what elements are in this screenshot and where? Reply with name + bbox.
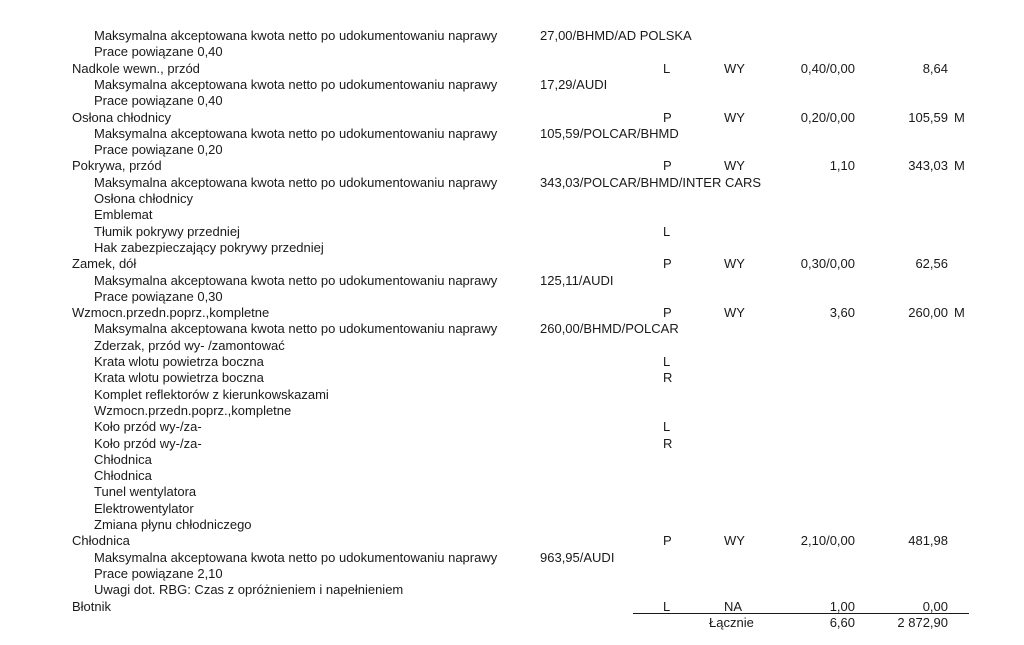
detail-row: [0, 452, 1024, 468]
part-name: Nadkole wewn., przód: [72, 60, 200, 76]
detail-row: [0, 582, 1024, 598]
side-code: P: [663, 256, 672, 272]
side-code: P: [663, 533, 672, 549]
detail-row: [0, 44, 1024, 60]
detail-row: [0, 387, 1024, 403]
side-code: P: [663, 158, 672, 174]
detail-text: Krata wlotu powietrza boczna: [94, 370, 264, 386]
detail-text: Chłodnica: [94, 451, 152, 467]
part-row: [0, 256, 1024, 272]
detail-text: Maksymalna akceptowana kwota netto po udokumentowaniu naprawy: [94, 321, 498, 337]
detail-row: [0, 517, 1024, 533]
max-amount-value: 27,00/BHMD/AD POLSKA: [540, 28, 692, 43]
amount: 8,64: [922, 60, 948, 76]
detail-row: [0, 468, 1024, 484]
total-time: 6,60: [829, 615, 855, 630]
detail-text: Maksymalna akceptowana kwota netto po udokumentowaniu naprawy: [94, 28, 498, 43]
detail-text: Maksymalna akceptowana kwota netto po udokumentowaniu naprawy: [94, 272, 498, 288]
labor-time: 2,10/0,00: [800, 533, 855, 549]
max-amount-value: 260,00/BHMD/POLCAR: [540, 321, 679, 337]
detail-text: Maksymalna akceptowana kwota netto po udokumentowaniu naprawy: [94, 549, 498, 565]
detail-text: Maksymalna akceptowana kwota netto po udokumentowaniu naprawy: [94, 174, 498, 190]
detail-row: [0, 566, 1024, 582]
amount: 0,00: [922, 598, 948, 614]
amount: 260,00: [908, 305, 948, 321]
detail-row: [0, 354, 1024, 370]
total-label: Łącznie: [709, 615, 754, 630]
operation-code: WY: [724, 158, 745, 174]
detail-row: [0, 207, 1024, 223]
side-code: L: [663, 354, 671, 369]
total-row: [0, 615, 1024, 631]
part-row: [0, 61, 1024, 77]
labor-time: 1,00: [829, 598, 855, 614]
detail-row: [0, 436, 1024, 452]
detail-row: [0, 191, 1024, 207]
operation-code: WY: [724, 60, 745, 76]
part-row: [0, 110, 1024, 126]
detail-text: Prace powiązane 0,40: [94, 44, 223, 60]
labor-time: 0,40/0,00: [800, 60, 855, 76]
max-amount-value: 125,11/AUDI: [540, 272, 614, 288]
side-code: L: [663, 419, 671, 435]
max-amount-value: 105,59/POLCAR/BHMD: [540, 125, 679, 141]
operation-code: NA: [724, 598, 743, 614]
amount: 62,56: [915, 256, 948, 272]
detail-row: [0, 289, 1024, 305]
side-code: L: [663, 223, 671, 239]
side-code: R: [663, 370, 673, 386]
detail-text: Uwagi dot. RBG: Czas z opróżnieniem i napełnieniem: [94, 582, 404, 598]
detail-row: [0, 370, 1024, 386]
flag-marker: M: [954, 158, 965, 174]
part-name: Chłodnica: [72, 533, 130, 549]
detail-text: Prace powiązane 0,40: [94, 93, 223, 109]
labor-time: 0,20/0,00: [800, 109, 855, 125]
flag-marker: M: [954, 109, 965, 125]
detail-text: Hak zabezpieczający pokrywy przedniej: [94, 239, 324, 255]
total-separator-line: [633, 613, 969, 614]
detail-row: [0, 142, 1024, 158]
part-row: [0, 305, 1024, 321]
detail-row: [0, 28, 1024, 44]
detail-row: [0, 338, 1024, 354]
side-code: P: [663, 109, 672, 125]
operation-code: WY: [724, 256, 745, 272]
part-name: Zamek, dół: [72, 256, 137, 272]
detail-text: Wzmocn.przedn.poprz.,kompletne: [94, 402, 292, 418]
amount: 105,59: [908, 109, 948, 125]
detail-row: [0, 484, 1024, 500]
detail-text: Koło przód wy-/za-: [94, 419, 202, 435]
detail-row: [0, 240, 1024, 256]
detail-text: Prace powiązane 2,10: [94, 565, 223, 581]
detail-text: Prace powiązane 0,20: [94, 142, 223, 158]
detail-text: Krata wlotu powietrza boczna: [94, 354, 264, 369]
detail-text: Zderzak, przód wy- /zamontować: [94, 337, 285, 353]
part-name: Osłona chłodnicy: [72, 109, 171, 125]
max-amount-value: 17,29/AUDI: [540, 76, 608, 92]
detail-text: Komplet reflektorów z kierunkowskazami: [94, 386, 329, 402]
side-code: L: [663, 598, 671, 614]
part-name: Błotnik: [72, 598, 112, 614]
detail-row: [0, 321, 1024, 337]
detail-text: Prace powiązane 0,30: [94, 288, 223, 304]
labor-time: 3,60: [829, 305, 855, 321]
detail-row: [0, 175, 1024, 191]
detail-text: Osłona chłodnicy: [94, 191, 193, 206]
detail-text: Emblemat: [94, 207, 153, 223]
operation-code: WY: [724, 533, 745, 549]
detail-row: [0, 93, 1024, 109]
detail-text: Koło przód wy-/za-: [94, 435, 202, 451]
operation-code: WY: [724, 305, 745, 321]
detail-row: [0, 273, 1024, 289]
flag-marker: M: [954, 305, 965, 321]
detail-text: Zmiana płynu chłodniczego: [94, 517, 252, 532]
part-name: Wzmocn.przedn.poprz.,kompletne: [72, 305, 270, 321]
side-code: L: [663, 60, 671, 76]
detail-row: [0, 403, 1024, 419]
detail-text: Tłumik pokrywy przedniej: [94, 223, 240, 239]
amount: 343,03: [908, 158, 948, 174]
detail-text: Tunel wentylatora: [94, 484, 197, 500]
detail-row: [0, 126, 1024, 142]
max-amount-value: 343,03/POLCAR/BHMD/INTER CARS: [540, 174, 762, 190]
detail-row: [0, 224, 1024, 240]
labor-time: 1,10: [829, 158, 855, 174]
detail-row: [0, 501, 1024, 517]
total-amount: 2 872,90: [897, 615, 948, 630]
part-row: [0, 158, 1024, 174]
detail-text: Elektrowentylator: [94, 500, 194, 516]
detail-text: Maksymalna akceptowana kwota netto po udokumentowaniu naprawy: [94, 76, 498, 92]
detail-text: Maksymalna akceptowana kwota netto po udokumentowaniu naprawy: [94, 125, 498, 141]
amount: 481,98: [908, 533, 948, 549]
detail-row: [0, 550, 1024, 566]
side-code: R: [663, 435, 673, 451]
detail-row: [0, 419, 1024, 435]
part-row: [0, 533, 1024, 549]
part-name: Pokrywa, przód: [72, 158, 162, 174]
max-amount-value: 963,95/AUDI: [540, 549, 615, 565]
operation-code: WY: [724, 109, 745, 125]
detail-text: Chłodnica: [94, 468, 152, 484]
labor-time: 0,30/0,00: [800, 256, 855, 272]
detail-row: [0, 77, 1024, 93]
side-code: P: [663, 305, 672, 321]
